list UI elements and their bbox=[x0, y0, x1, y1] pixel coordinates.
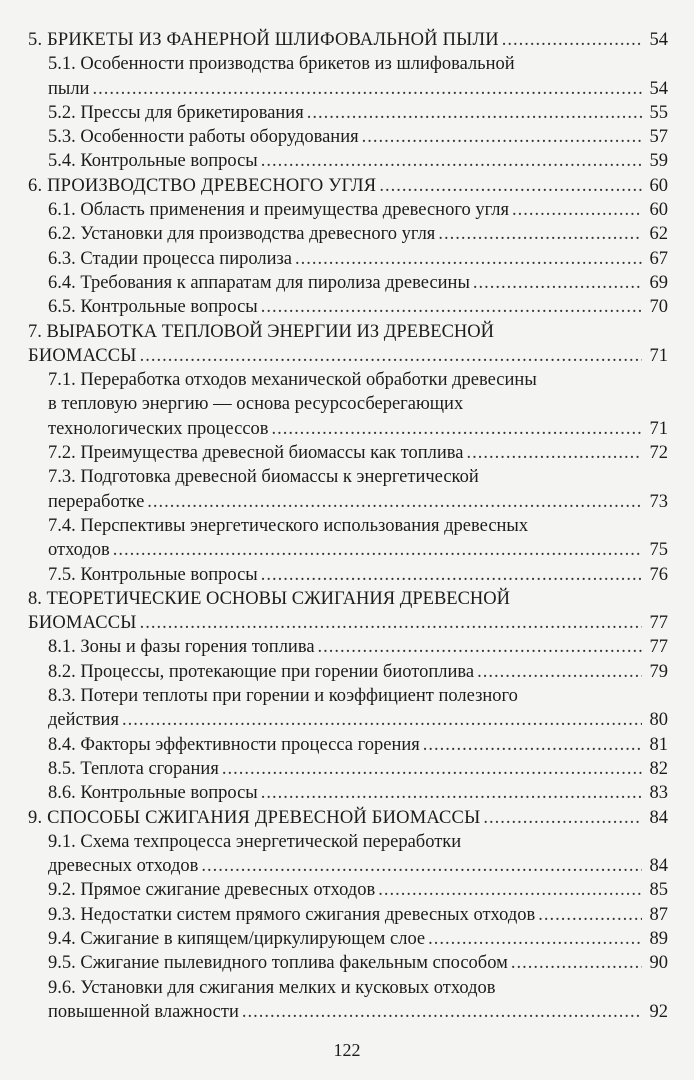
toc-entry-title: 9.4. Сжигание в кипящем/циркулирующем слое bbox=[48, 928, 426, 949]
toc-entry-title-line: 9.6. Установки для сжигания мелких и кусковых отходов bbox=[48, 977, 496, 998]
toc-entry-title: 8.1. Зоны и фазы горения топлива bbox=[48, 637, 315, 658]
dot-leader bbox=[261, 563, 642, 587]
toc-page-number: 62 bbox=[649, 224, 668, 245]
toc-entry-title: переработке bbox=[48, 491, 145, 512]
dot-leader bbox=[122, 708, 642, 732]
dot-leader bbox=[295, 247, 642, 271]
toc-entry-title: 9.3. Недостатки систем прямого сжигания древесных отходов bbox=[48, 904, 536, 925]
toc-section-entry bbox=[28, 125, 668, 149]
toc-section-entry bbox=[28, 976, 668, 1025]
dot-leader bbox=[318, 635, 642, 659]
toc-page-number: 89 bbox=[649, 928, 668, 949]
toc-page-number: 59 bbox=[649, 151, 668, 172]
toc-page-number: 70 bbox=[649, 297, 668, 318]
toc-page-number: 54 bbox=[649, 30, 668, 50]
toc-section-entry bbox=[28, 295, 668, 319]
toc-section-entry bbox=[28, 247, 668, 271]
toc-section-entry bbox=[28, 368, 668, 441]
toc-entry-title: 6. ПРОИЗВОДСТВО ДРЕВЕСНОГО УГЛЯ bbox=[28, 175, 377, 196]
toc-section-entry bbox=[28, 635, 668, 659]
toc-page-number: 84 bbox=[649, 856, 668, 877]
toc-section-entry bbox=[28, 52, 668, 101]
toc-entry-title: 5.3. Особенности работы оборудования bbox=[48, 127, 359, 148]
toc-page-number: 77 bbox=[649, 613, 668, 634]
toc-entry-title: технологических процессов bbox=[48, 418, 269, 439]
dot-leader bbox=[477, 660, 642, 684]
dot-leader bbox=[473, 271, 642, 295]
dot-leader bbox=[147, 490, 642, 514]
dot-leader bbox=[242, 1000, 642, 1024]
toc-section-entry bbox=[28, 514, 668, 563]
toc-entry-title-line: 7.1. Переработка отходов механической обработки древесины bbox=[48, 370, 537, 391]
toc-section-entry bbox=[28, 878, 668, 902]
toc-entry-title-line: 7.3. Подготовка древесной биомассы к энергетической bbox=[48, 467, 479, 488]
toc-section-entry bbox=[28, 563, 668, 587]
toc-entry-title: 9.2. Прямое сжигание древесных отходов bbox=[48, 880, 376, 901]
toc-section-entry bbox=[28, 781, 668, 805]
dot-leader bbox=[272, 417, 642, 441]
toc-entry-title: 7.5. Контрольные вопросы bbox=[48, 564, 258, 585]
toc-page-number: 60 bbox=[649, 200, 668, 221]
toc-page-number: 87 bbox=[649, 904, 668, 925]
toc-entry-title: БИОМАССЫ bbox=[28, 345, 137, 366]
toc-section-entry bbox=[28, 733, 668, 757]
toc-section-entry bbox=[28, 927, 668, 951]
toc-entry-title-line: 7.4. Перспективы энергетического использования древесных bbox=[48, 515, 529, 536]
toc-entry-title: 6.3. Стадии процесса пиролиза bbox=[48, 248, 292, 269]
toc-section-entry bbox=[28, 101, 668, 125]
toc-page-number: 83 bbox=[649, 783, 668, 804]
dot-leader bbox=[140, 611, 642, 635]
toc-entry-title: 6.1. Область применения и преимущества древесного угля bbox=[48, 200, 509, 221]
toc-entry-title: 9.5. Сжигание пылевидного топлива факельным способом bbox=[48, 953, 508, 974]
toc-page-number: 54 bbox=[649, 78, 668, 99]
toc-entry-title: действия bbox=[48, 710, 119, 731]
toc-entry-title: 8.4. Факторы эффективности процесса горения bbox=[48, 734, 420, 755]
dot-leader bbox=[538, 903, 642, 927]
toc-section-entry bbox=[28, 903, 668, 927]
dot-leader bbox=[379, 174, 642, 198]
dot-leader bbox=[261, 781, 642, 805]
dot-leader bbox=[378, 878, 642, 902]
toc-page-number: 84 bbox=[649, 807, 668, 828]
toc-page-number: 80 bbox=[649, 710, 668, 731]
toc-chapter-entry bbox=[28, 587, 668, 636]
toc-page-number: 55 bbox=[649, 102, 668, 123]
toc-entry-title: древесных отходов bbox=[48, 856, 199, 877]
toc-page-number: 76 bbox=[649, 564, 668, 585]
dot-leader bbox=[511, 951, 642, 975]
dot-leader bbox=[423, 733, 642, 757]
toc-section-entry bbox=[28, 149, 668, 173]
toc-section-entry bbox=[28, 441, 668, 465]
toc-entry-title: 8.2. Процессы, протекающие при горении биотоплива bbox=[48, 661, 475, 682]
toc-page-number: 81 bbox=[649, 734, 668, 755]
toc-page-number: 67 bbox=[649, 248, 668, 269]
dot-leader bbox=[261, 295, 642, 319]
toc-entry-title-line: 5.1. Особенности производства брикетов из шлифовальной bbox=[48, 54, 515, 75]
dot-leader bbox=[512, 198, 642, 222]
toc-entry-title: 5. БРИКЕТЫ ИЗ ФАНЕРНОЙ ШЛИФОВАЛЬНОЙ ПЫЛИ bbox=[28, 30, 499, 50]
dot-leader bbox=[261, 149, 642, 173]
dot-leader bbox=[438, 222, 642, 246]
toc-page-number: 77 bbox=[649, 637, 668, 658]
toc-page-number: 60 bbox=[649, 175, 668, 196]
toc-page-number: 75 bbox=[649, 540, 668, 561]
dot-leader bbox=[362, 125, 642, 149]
toc-entry-title: 6.4. Требования к аппаратам для пиролиза древесины bbox=[48, 272, 470, 293]
toc-entry-title: 5.4. Контрольные вопросы bbox=[48, 151, 258, 172]
dot-leader bbox=[467, 441, 643, 465]
toc-entry-title: 8.5. Теплота сгорания bbox=[48, 758, 219, 779]
toc-entry-title-line: 9.1. Схема техпроцесса энергетической переработки bbox=[48, 831, 462, 852]
toc-entry-title: 5.2. Прессы для брикетирования bbox=[48, 102, 304, 123]
toc-chapter-entry bbox=[28, 806, 668, 830]
toc-entry-title-line: 7. ВЫРАБОТКА ТЕПЛОВОЙ ЭНЕРГИИ ИЗ ДРЕВЕСНОЙ bbox=[28, 321, 495, 342]
dot-leader bbox=[140, 344, 642, 368]
toc-section-entry bbox=[28, 222, 668, 246]
toc-entry-title-line: 8. ТЕОРЕТИЧЕСКИЕ ОСНОВЫ СЖИГАНИЯ ДРЕВЕСНОЙ bbox=[28, 588, 511, 609]
toc-entry-title: 7.2. Преимущества древесной биомассы как топлива bbox=[48, 443, 464, 464]
toc-page-number: 90 bbox=[649, 953, 668, 974]
dot-leader bbox=[201, 854, 642, 878]
toc-chapter-entry bbox=[28, 174, 668, 198]
toc-chapter-entry bbox=[28, 28, 668, 52]
toc-page-number: 82 bbox=[649, 758, 668, 779]
dot-leader bbox=[92, 77, 642, 101]
toc-entry-title: повышенной влажности bbox=[48, 1001, 239, 1022]
toc-entry-title-line: в тепловую энергию — основа ресурсосберегающих bbox=[48, 394, 464, 415]
dot-leader bbox=[113, 538, 642, 562]
toc-entry-title: 9. СПОСОБЫ СЖИГАНИЯ ДРЕВЕСНОЙ БИОМАССЫ bbox=[28, 807, 481, 828]
toc-page-number: 69 bbox=[649, 272, 668, 293]
toc-section-entry bbox=[28, 465, 668, 514]
dot-leader bbox=[483, 806, 642, 830]
toc-section-entry bbox=[28, 198, 668, 222]
toc-entry-title: 8.6. Контрольные вопросы bbox=[48, 783, 258, 804]
toc-page-number: 71 bbox=[649, 418, 668, 439]
toc-page-number: 79 bbox=[649, 661, 668, 682]
toc-entry-title: БИОМАССЫ bbox=[28, 613, 137, 634]
toc-entry-title-line: 8.3. Потери теплоты при горении и коэффициент полезного bbox=[48, 686, 518, 707]
toc-section-entry bbox=[28, 951, 668, 975]
toc-page-number: 85 bbox=[649, 880, 668, 901]
dot-leader bbox=[502, 28, 642, 52]
toc-section-entry bbox=[28, 271, 668, 295]
toc-section-entry bbox=[28, 757, 668, 781]
toc-chapter-entry bbox=[28, 320, 668, 369]
toc-page-number: 72 bbox=[649, 443, 668, 464]
toc-entry-title: пыли bbox=[48, 78, 90, 99]
toc-entry-title: отходов bbox=[48, 540, 110, 561]
toc-entry-title: 6.5. Контрольные вопросы bbox=[48, 297, 258, 318]
toc-entry-title: 6.2. Установки для производства древесного угля bbox=[48, 224, 436, 245]
page-number: 122 bbox=[333, 1040, 361, 1060]
toc-page-number: 71 bbox=[649, 345, 668, 366]
dot-leader bbox=[222, 757, 642, 781]
toc-page-number: 73 bbox=[649, 491, 668, 512]
dot-leader bbox=[428, 927, 642, 951]
toc-section-entry bbox=[28, 684, 668, 733]
dot-leader bbox=[307, 101, 642, 125]
table-of-contents bbox=[28, 28, 668, 1024]
toc-page-number: 57 bbox=[649, 127, 668, 148]
toc-page-number: 92 bbox=[649, 1001, 668, 1022]
toc-section-entry bbox=[28, 660, 668, 684]
toc-section-entry bbox=[28, 830, 668, 879]
